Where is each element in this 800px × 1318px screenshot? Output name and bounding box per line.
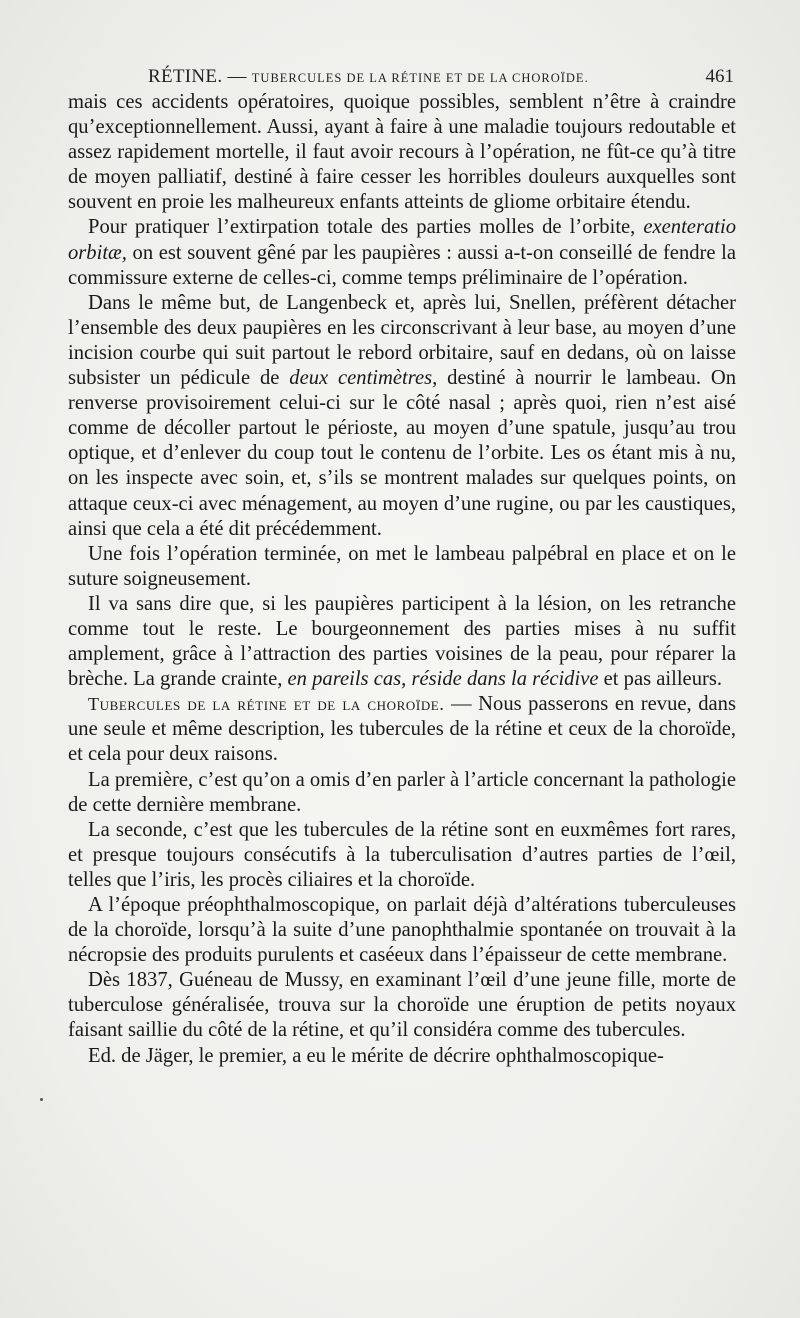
paragraph-5-text-b: et pas ailleurs. (598, 668, 723, 691)
running-header (68, 60, 736, 90)
paragraph-2-text-a: Pour pratiquer l’extirpation totale des parties molles de l’orbite, (88, 216, 644, 239)
paragraph-5-italic: en pareils cas, réside dans la récidive (287, 668, 599, 691)
paragraph-11: Ed. de Jäger, le premier, a eu le mérite de décrire ophthalmoscopique- (88, 1044, 664, 1067)
paragraph-8: La seconde, c’est que les tubercules de la rétine sont en euxmêmes fort rares, et presque toujours consécutifs à la tuberculisation d’autres parties de l’œil, telles que l’iris, les procès ciliaires et la choroïde. (68, 818, 736, 891)
paragraph-3-text-a: Dans le même but, de Langenbeck et, après lui, Snellen, préfèrent détacher l’ensemble des deux paupières en les circonscrivant à leur base, au moyen d’une incision courbe qui suit partout le rebord orbitaire, sauf en dedans, où on laisse subsister un pédicule de (68, 291, 736, 390)
margin-mark (40, 1098, 43, 1101)
paragraph-5-text-a: Il va sans dire que, si les paupières participent à la lésion, on les retranche comme tout le reste. Le bourgeonnement des parties mises à nu suffit amplement, grâce à l’attraction des parties voisines de la peau, pour réparer la brèche. La grande crainte, (68, 592, 736, 691)
paragraph-2-italic: exenteratio orbitæ, (68, 216, 736, 264)
paragraph-1: mais ces accidents opératoires, quoique possibles, semblent n’être à craindre qu’exceptionnellement. Aussi, ayant à faire à une maladie toujours redoutable et assez rapidement mortelle, il faut avoir recours à l’opération, ne fût-ce qu’à titre de moyen palliatif, destiné à faire cesser les horribles douleurs auxquelles sont souvent en proie les malheureux enfants atteints de gliome orbitaire étendu. (68, 91, 736, 214)
running-title-sub: TUBERCULES DE LA RÉTINE ET DE LA CHOROÏDE. (251, 71, 589, 85)
paragraph-6 (68, 692, 736, 767)
paragraph-10: Dès 1837, Guéneau de Mussy, en examinant l’œil d’une jeune fille, morte de tuberculose généralisée, trouva sur la choroïde une éruption de petits noyaux faisant saillie du côté de la rétine, et qu’il considéra comme des tubercules. (68, 969, 736, 1042)
running-title (148, 66, 589, 88)
paragraph-7: La première, c’est qu’on a omis d’en parler à l’article concernant la pathologie de cette dernière membrane. (68, 768, 736, 816)
paragraph-6-text: — Nous passerons en revue, dans une seule et même description, les tubercules de la rétine et ceux de la choroïde, et cela pour deux raisons. (68, 693, 736, 766)
paragraph-9: A l’époque préophthalmoscopique, on parlait déjà d’altérations tuberculeuses de la choroïde, lorsqu’à la suite d’une panophthalmie spontanée on trouvait à la nécropsie des produits purulents et caséeux dans l’épaisseur de cette membrane. (68, 894, 736, 967)
page-number: 461 (705, 66, 734, 87)
running-title-main: RÉTINE. — (148, 66, 252, 87)
paragraph-3-italic: deux centimètres, (289, 367, 438, 390)
paragraph-2 (68, 215, 736, 290)
paragraph-3 (68, 291, 736, 542)
paragraph-4: Une fois l’opération terminée, on met le lambeau palpébral en place et on le suture soigneusement. (68, 542, 736, 590)
body-text (68, 90, 736, 1069)
paragraph-5 (68, 592, 736, 692)
paragraph-3-text-b: destiné à nourrir le lambeau. On renverse provisoirement celui-ci sur le côté nasal ; après quoi, rien n’est aisé comme de décoller partout le périoste, au moyen d’une spatule, jusqu’au trou optique, et d’enlever du coup tout le contenu de l’orbite. Les os étant mis à nu, on les inspecte avec soin, et, s’ils se montrent malades sur quelques points, on attaque ceux-ci avec ménagement, au moyen d’une rugine, ou par les caustiques, ainsi que cela a été dit précédemment. (68, 367, 736, 540)
paragraph-2-text-b: on est souvent gêné par les paupières : aussi a-t-on conseillé de fendre la commissure externe de celles-ci, comme temps préliminaire de l’opération. (68, 241, 736, 289)
section-heading: Tubercules de la rétine et de la choroïde. (88, 694, 445, 715)
